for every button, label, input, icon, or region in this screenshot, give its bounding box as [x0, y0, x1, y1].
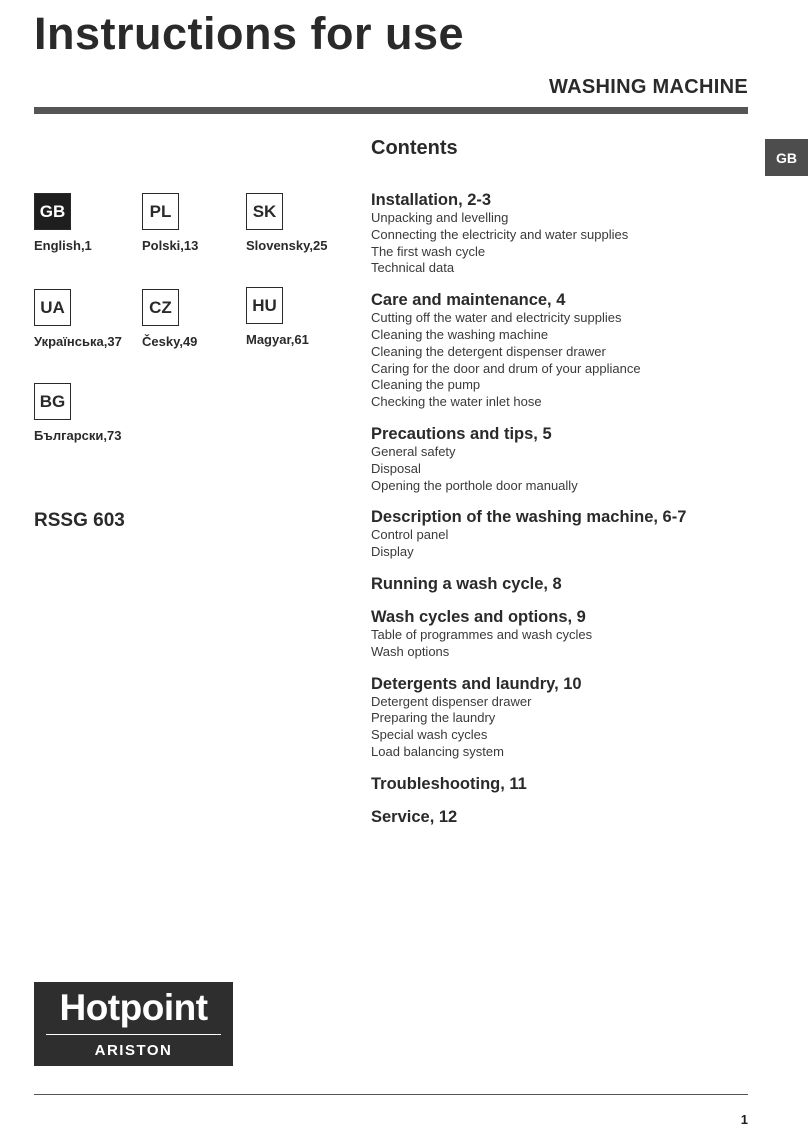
model-number: RSSG 603 — [34, 510, 125, 531]
language-entry-hu — [246, 287, 356, 347]
language-entry-bg — [34, 383, 144, 443]
language-entry-gb — [34, 193, 144, 253]
toc-item: Connecting the electricity and water supplies — [371, 226, 629, 242]
toc-section-title: Care and maintenance, 4 — [371, 291, 566, 310]
toc-item: Control panel — [371, 527, 449, 543]
toc-section — [371, 290, 761, 411]
toc-section — [371, 807, 761, 827]
logo-divider — [46, 1034, 221, 1035]
toc-item: Disposal — [371, 460, 421, 476]
toc-item: Cleaning the washing machine — [371, 326, 549, 342]
language-label: English,1 — [34, 238, 92, 253]
language-label: Українська,37 — [34, 334, 122, 349]
toc-section — [371, 190, 761, 277]
toc-section-title: Precautions and tips, 5 — [371, 424, 552, 443]
document-title: Instructions for use — [34, 8, 465, 59]
language-label: Slovensky,25 — [246, 238, 328, 253]
toc-item: Cutting off the water and electricity supplies — [371, 310, 622, 326]
language-code-badge: BG — [34, 383, 71, 420]
language-label: Magyar,61 — [246, 332, 309, 347]
toc-item: General safety — [371, 443, 456, 459]
document-subtitle: WASHING MACHINE — [549, 76, 748, 98]
language-code-badge: HU — [246, 287, 283, 324]
toc-section — [371, 424, 761, 494]
toc-item: Special wash cycles — [371, 727, 488, 743]
language-code-badge: UA — [34, 289, 71, 326]
toc-item: Cleaning the pump — [371, 377, 481, 393]
toc-section — [371, 574, 761, 594]
toc-item: The first wash cycle — [371, 243, 486, 259]
toc-section-title: Running a wash cycle, 8 — [371, 574, 562, 593]
language-code-badge: CZ — [142, 289, 179, 326]
language-code-badge: GB — [34, 193, 71, 230]
contents-heading: Contents — [371, 137, 458, 159]
language-entry-cz — [142, 289, 252, 349]
language-code-badge: PL — [142, 193, 179, 230]
toc-item: Preparing the laundry — [371, 710, 496, 726]
toc-section-title: Description of the washing machine, 6-7 — [371, 508, 687, 527]
toc-item: Caring for the door and drum of your appliance — [371, 360, 641, 376]
page-number: 1 — [740, 1112, 748, 1127]
toc-section — [371, 774, 761, 794]
language-label: Polski,13 — [142, 238, 199, 253]
language-entry-pl — [142, 193, 252, 253]
toc-section-title: Troubleshooting, 11 — [371, 774, 527, 793]
language-side-tab: GB — [765, 139, 808, 176]
language-label: Česky,49 — [142, 334, 198, 349]
toc-section — [371, 674, 761, 761]
language-entry-ua — [34, 289, 144, 349]
toc-item: Load balancing system — [371, 743, 504, 759]
toc-item: Display — [371, 544, 414, 560]
header-divider — [34, 107, 748, 114]
toc-item: Technical data — [371, 260, 455, 276]
brand-logo — [34, 982, 233, 1066]
language-label: Български,73 — [34, 428, 122, 443]
toc-section-title: Service, 12 — [371, 807, 458, 826]
toc-item: Opening the porthole door manually — [371, 477, 578, 493]
logo-wordmark: Hotpoint — [59, 987, 208, 1028]
toc-item: Unpacking and levelling — [371, 210, 509, 225]
toc-item: Cleaning the detergent dispenser drawer — [371, 343, 606, 359]
toc-section-title: Installation, 2-3 — [371, 191, 492, 209]
toc-section-title: Wash cycles and options, 9 — [371, 607, 586, 626]
table-of-contents — [371, 190, 761, 840]
logo-subbrand: ARISTON — [94, 1042, 173, 1059]
toc-item: Checking the water inlet hose — [371, 394, 542, 410]
toc-section-title: Detergents and laundry, 10 — [371, 674, 582, 693]
toc-item: Detergent dispenser drawer — [371, 693, 532, 709]
language-code-badge: SK — [246, 193, 283, 230]
language-entry-sk — [246, 193, 356, 253]
footer-divider — [34, 1094, 748, 1095]
toc-item: Table of programmes and wash cycles — [371, 626, 593, 642]
toc-section — [371, 507, 761, 561]
toc-item: Wash options — [371, 643, 450, 659]
toc-section — [371, 607, 761, 661]
